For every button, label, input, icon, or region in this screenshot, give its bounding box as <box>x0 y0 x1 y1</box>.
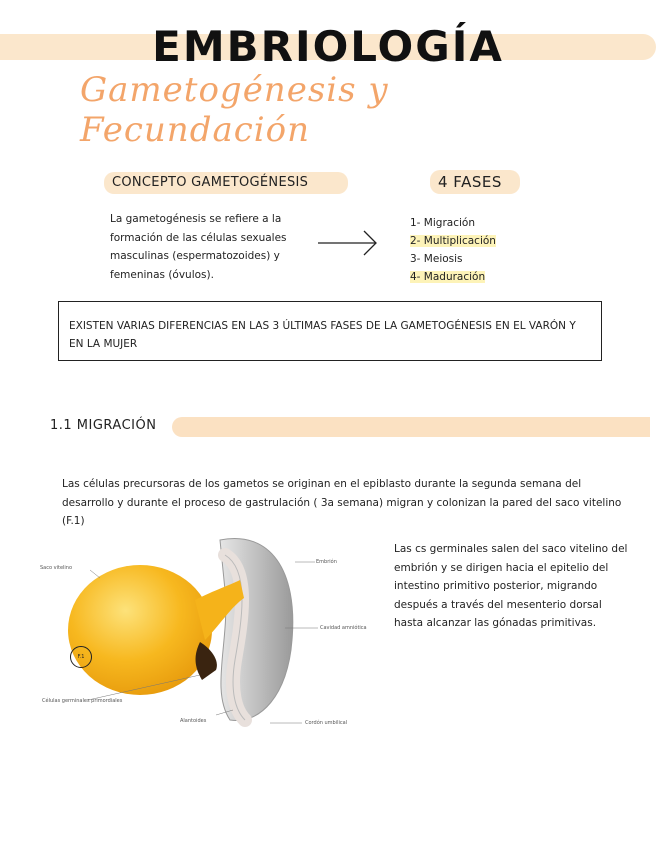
label-celulas-germinales: Células germinales primordiales <box>42 698 123 704</box>
page-subtitle: Gametogénesis y Fecundación <box>80 70 389 150</box>
label-alantoides: Alantoides <box>180 718 207 724</box>
section-intro: Las células precursoras de los gametos se originan en el epiblasto durante la segunda semana del desarrollo y durante el proceso de gastrulación ( 3a semana) migran y colonizan la pared del saco vitelino (F.1) <box>62 478 622 527</box>
notice-box <box>58 301 602 361</box>
phases-heading <box>430 170 520 194</box>
notice-text: EXISTEN VARIAS DIFERENCIAS EN LAS 3 ÚLTIMAS FASES DE LA GAMETOGÉNESIS EN EL VARÓN Y EN LA MUJER <box>69 320 576 350</box>
phase-item: 1- Migración <box>410 217 475 229</box>
concept-definition: La gametogénesis se refiere a la formación de las células sexuales masculinas (espermatozoides) y femeninas (óvulos). <box>110 213 287 281</box>
figure-badge: F.1 <box>70 646 92 668</box>
phase-item: 3- Meiosis <box>410 253 463 265</box>
section-highlight-bar <box>172 417 650 437</box>
label-embrion: Embrión <box>316 559 337 565</box>
label-saco-vitelino: Saco vitelino <box>40 565 73 571</box>
concept-heading <box>104 172 348 194</box>
concept-heading-text: CONCEPTO GAMETOGÉNESIS <box>112 175 309 190</box>
yolk-sac-shape <box>68 565 212 695</box>
section-side-text: Las cs germinales salen del saco vitelino del embrión y se dirigen hacia el epitelio del intestino primitivo posterior, migrando después a través del mesenterio dorsal hasta alcanzar las gónadas primitivas. <box>394 543 628 629</box>
phase-item: 2- Multiplicación <box>410 235 496 247</box>
page-title: EMBRIOLOGÍA <box>152 22 504 71</box>
leader-line <box>90 570 100 578</box>
germ-cells-region <box>196 642 217 680</box>
label-cordon-umbilical: Cordón umbilical <box>305 720 348 726</box>
section-heading: 1.1 MIGRACIÓN <box>50 418 157 433</box>
arrow-right-icon <box>316 228 380 258</box>
phases-list <box>410 214 496 286</box>
label-cavidad-amniotica: Cavidad amniótica <box>320 625 367 631</box>
phase-item: 4- Maduración <box>410 271 486 283</box>
phases-heading-text: 4 FASES <box>438 173 502 191</box>
